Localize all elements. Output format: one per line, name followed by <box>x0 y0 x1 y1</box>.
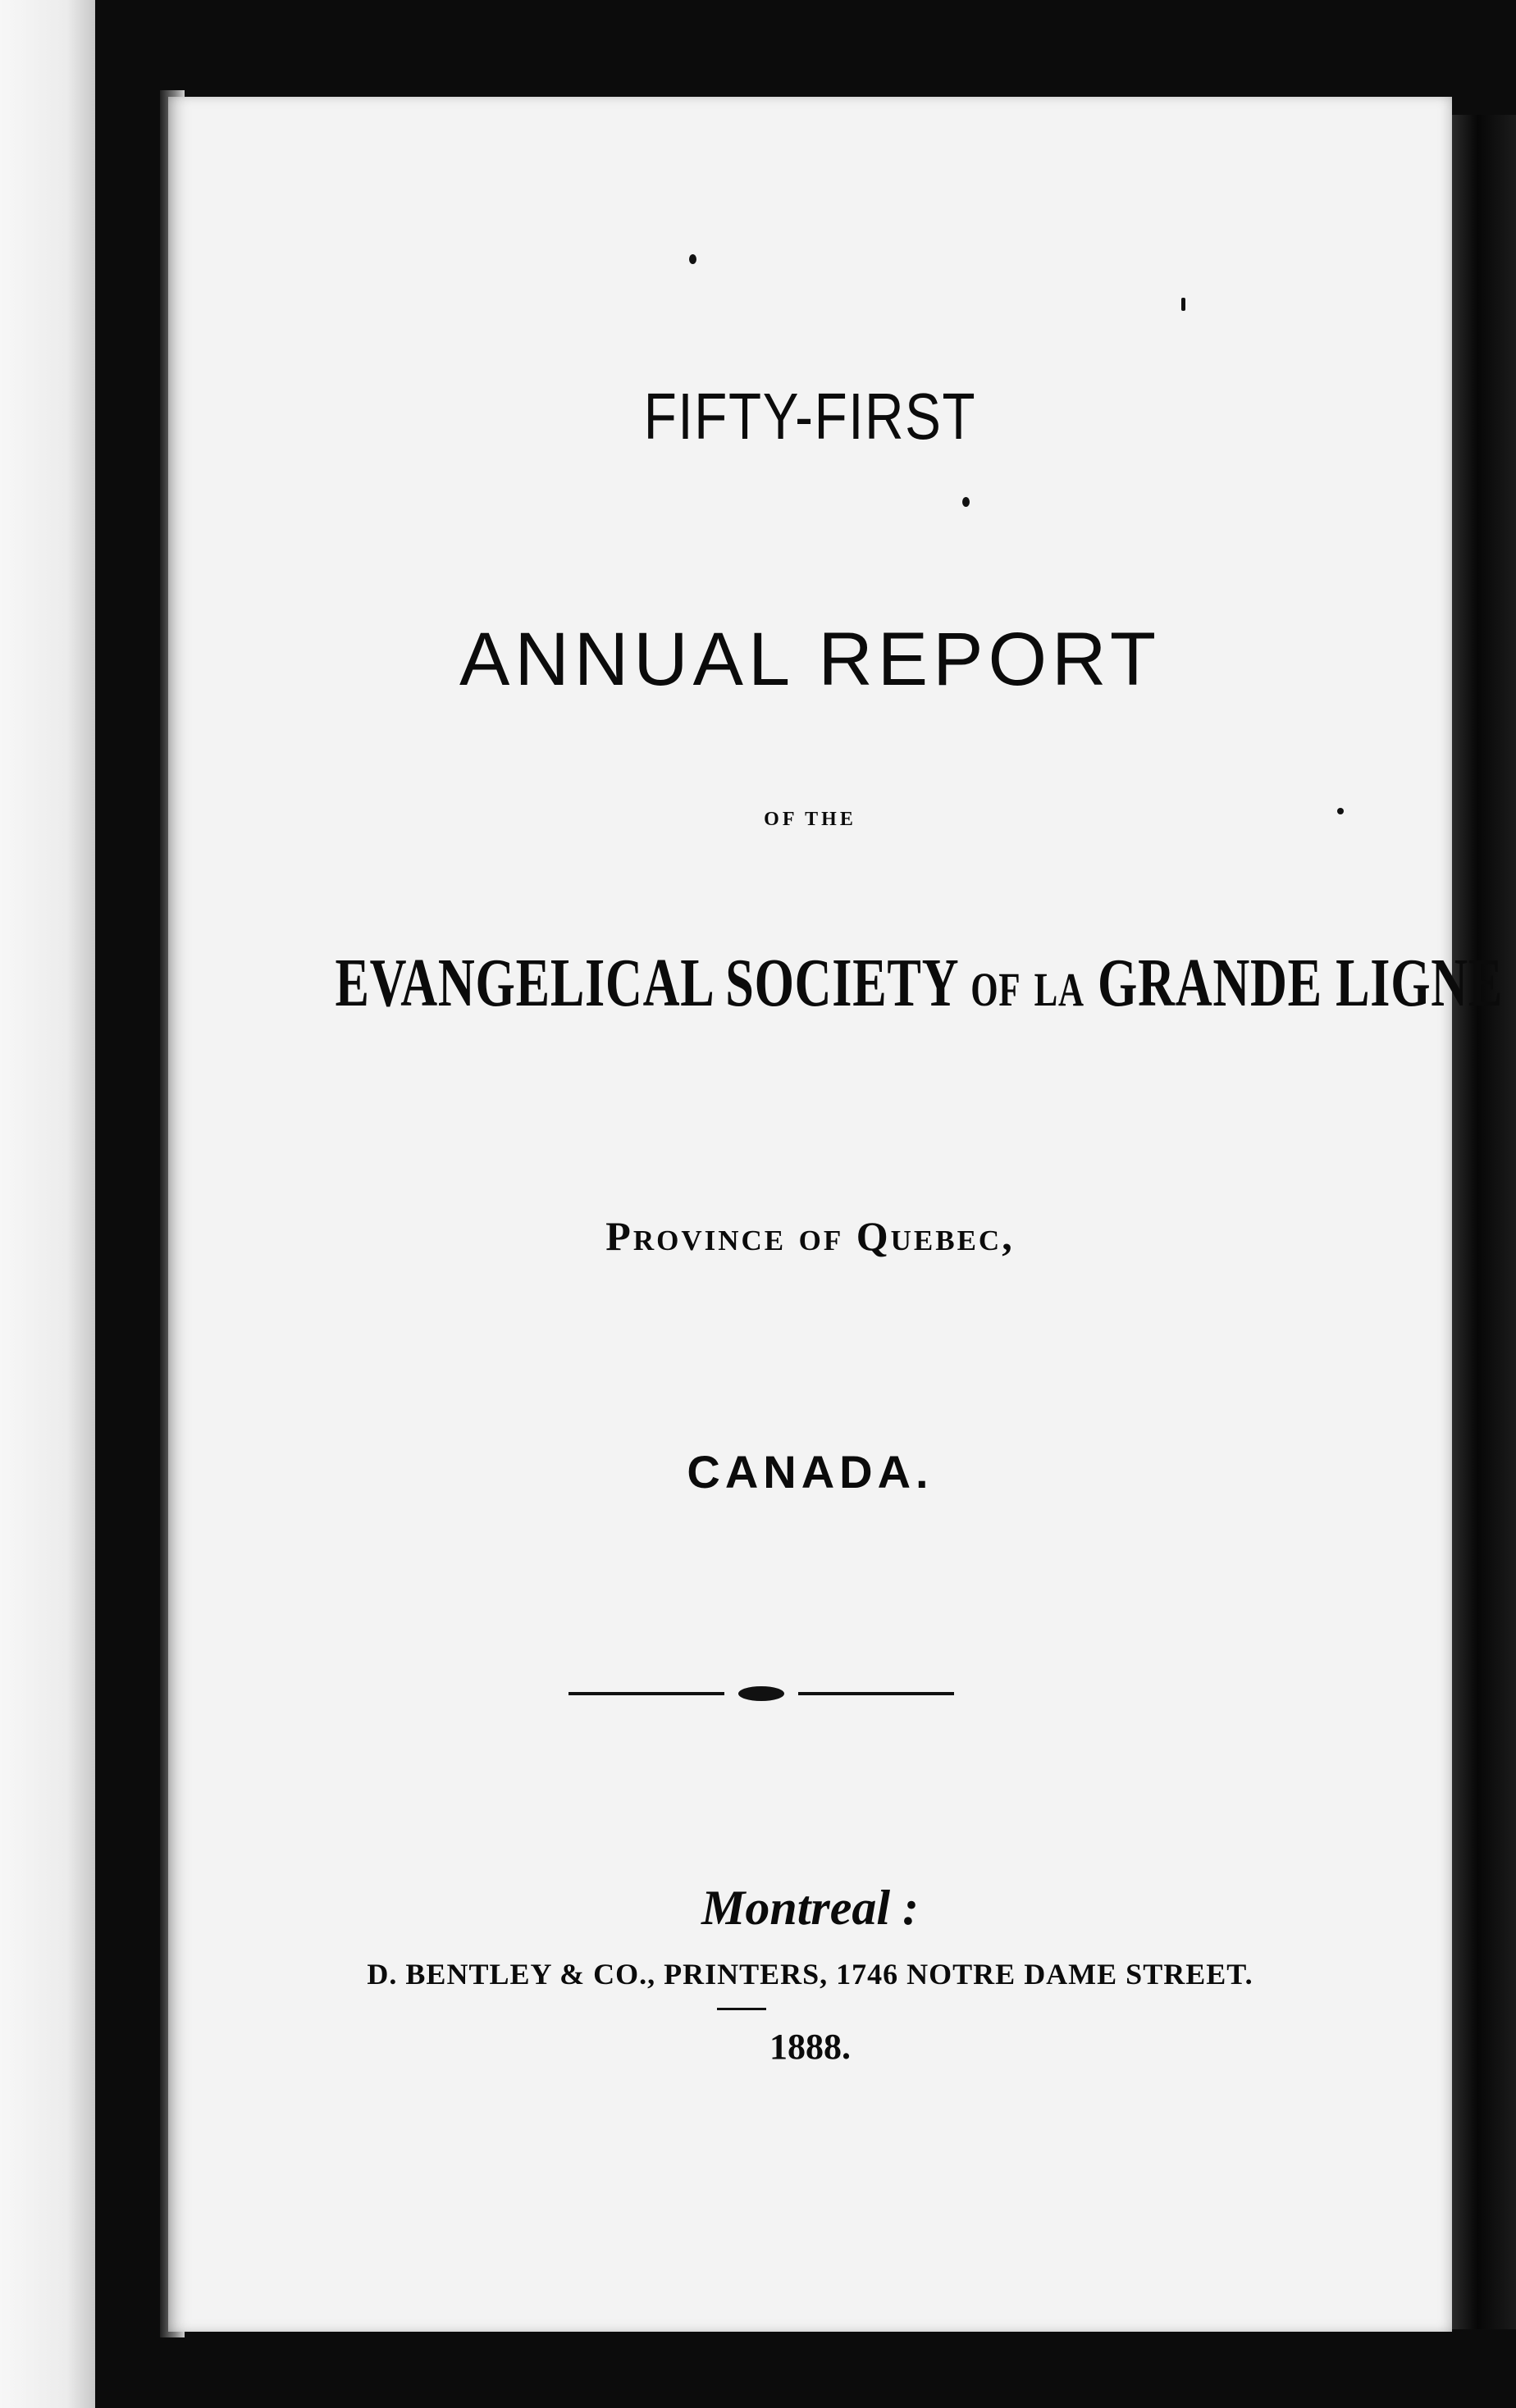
heading-line1: FIFTY-FIRST <box>643 380 977 453</box>
speck <box>1181 298 1185 311</box>
heading-line2: ANNUAL REPORT <box>459 618 1162 701</box>
imprint-city: Montreal : <box>701 1881 920 1935</box>
facing-page-edge <box>0 0 95 2408</box>
imprint-year: 1888. <box>769 2027 851 2067</box>
connector-text: OF THE <box>764 809 856 830</box>
province-line: Province of Quebec, <box>605 1213 1015 1259</box>
society-name-part1: EVANGELICAL SOCIETY <box>335 945 957 1021</box>
society-name-part2: GRANDE LIGNE <box>1097 945 1504 1021</box>
society-of: OF <box>970 963 1021 1016</box>
speck <box>689 254 696 264</box>
society-la: LA <box>1034 963 1084 1016</box>
speck <box>962 497 970 507</box>
imprint-rule <box>717 2008 766 2010</box>
imprint-printer: D. BENTLEY & CO., PRINTERS, 1746 NOTRE DAME STREET. <box>367 1958 1253 1991</box>
book-edge <box>1452 115 1516 2329</box>
ornament-divider <box>568 1681 954 1706</box>
speck <box>1337 808 1344 814</box>
society-name <box>335 943 1504 1023</box>
ornament-center <box>738 1686 784 1701</box>
country-line: CANADA. <box>687 1446 934 1498</box>
